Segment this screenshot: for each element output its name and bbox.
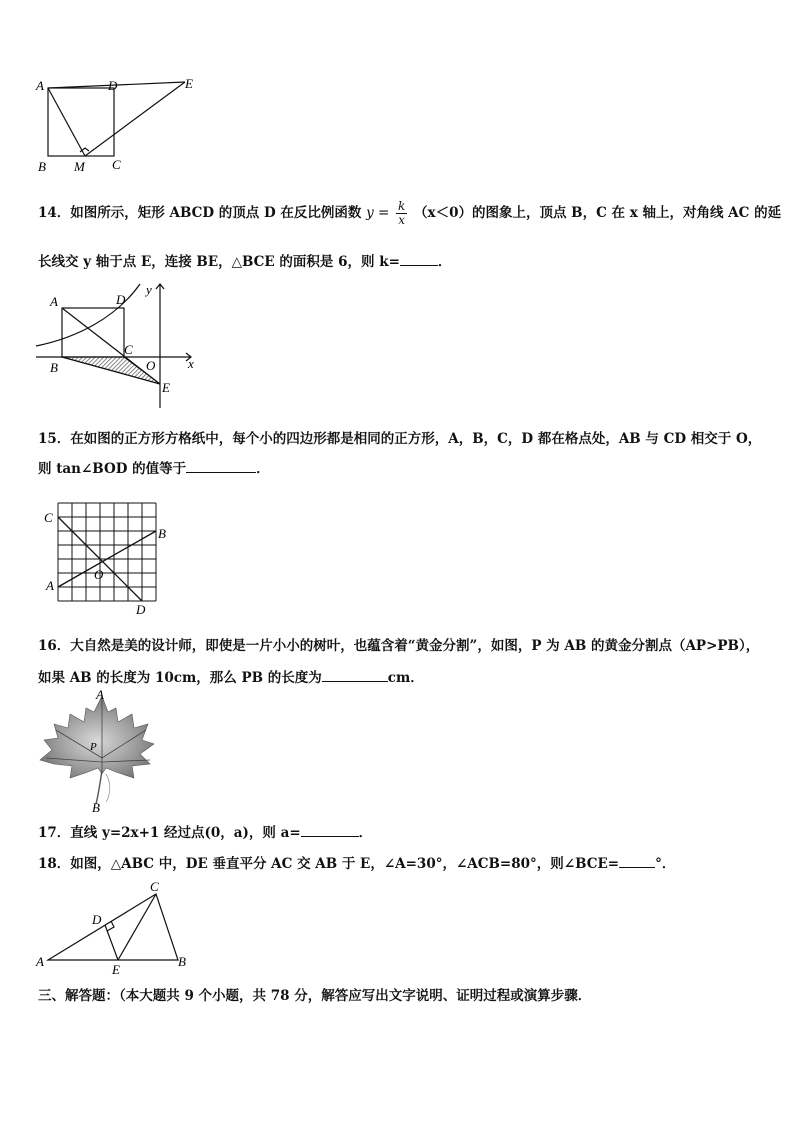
q14-fraction-numerator: k	[398, 199, 406, 213]
label-a: A	[46, 578, 54, 593]
segment-ce	[118, 894, 156, 960]
segment-em	[85, 82, 185, 156]
q16-text-b: 如果 AB 的长度为 10cm，那么 PB 的长度为	[38, 670, 322, 686]
leaf-stem	[96, 770, 102, 804]
label-d: D	[116, 292, 126, 307]
label-a: A	[36, 954, 44, 969]
label-c: C	[150, 879, 159, 894]
label-b: B	[50, 360, 58, 375]
q16-answer-blank[interactable]	[322, 669, 388, 682]
figure-q15	[40, 498, 180, 618]
figure-q18	[34, 878, 204, 978]
leaf-shape	[40, 696, 154, 778]
label-a: A	[96, 688, 104, 702]
question-16-line-1	[38, 634, 759, 654]
label-d: D	[108, 78, 118, 93]
label-b: B	[158, 526, 166, 541]
q16-unit: cm．	[387, 670, 424, 686]
q14-text-d: △BCE 的面积是 6，则 k=	[231, 254, 400, 270]
label-x: x	[188, 356, 194, 371]
q17-answer-blank[interactable]	[301, 824, 359, 837]
label-b: B	[38, 159, 46, 174]
q17-text: 17．直线 y=2x+1 经过点(0，a)，则 a=	[38, 825, 301, 841]
label-d: D	[92, 912, 102, 927]
q15-text: 15．在如图的正方形方格纸中，每个小的四边形都是相同的正方形，A，B，C，D 都在格点处，AB 与 CD 相交于 O，	[38, 431, 762, 447]
label-e: E	[162, 380, 170, 395]
label-y: y	[146, 282, 152, 297]
label-a: A	[50, 294, 58, 309]
q15-period: ．	[256, 461, 270, 477]
label-c: C	[44, 510, 53, 525]
q17-period: ．	[358, 825, 373, 841]
question-14-line-2	[38, 250, 451, 270]
q14-text-c: 长线交 y 轴于点 E，连接 BE，	[38, 254, 232, 270]
q18-answer-blank[interactable]	[619, 855, 655, 868]
grid	[58, 503, 156, 601]
label-a: A	[36, 78, 44, 93]
figure-q14	[36, 280, 206, 412]
q16-text: 16．大自然是美的设计师，即使是一片小小的树叶，也蕴含着“黄金分割”，如图，P 为 AB 的黄金分割点（AP>PB），	[38, 638, 760, 654]
q18-text: 18．如图，△ABC 中，DE 垂直平分 AC 交 AB 于 E，∠A=30°，∠ACB=80°，则∠BCE=	[38, 856, 620, 872]
label-o: O	[94, 567, 104, 582]
label-e: E	[112, 962, 120, 977]
q18-period: °．	[655, 856, 676, 872]
q14-answer-blank[interactable]	[400, 253, 438, 266]
q14-text-a: 14．如图所示，矩形 ABCD 的顶点 D 在反比例函数	[38, 205, 362, 221]
segment-am	[48, 88, 85, 156]
label-c: C	[124, 342, 133, 357]
figure-q13	[30, 74, 210, 178]
q15-answer-blank[interactable]	[186, 460, 256, 473]
q14-period: ．	[437, 254, 452, 270]
label-p: P	[90, 741, 97, 753]
segment-de	[105, 925, 118, 960]
question-14-line-1	[38, 200, 781, 227]
question-17	[38, 821, 372, 841]
q14-text-b: （x＜0）的图象上，顶点 B，C 在 x 轴上，对角线 AC 的延	[414, 205, 782, 221]
label-b: B	[92, 800, 100, 814]
question-15-line-2	[38, 457, 270, 477]
section-3-text: 三、解答题：（本大题共 9 个小题，共 78 分，解答应写出文字说明、证明过程或演算步骤．	[38, 988, 592, 1004]
label-e: E	[185, 76, 193, 91]
square-abcd	[48, 88, 114, 156]
q15-text-b: 则 tan∠BOD 的值等于	[38, 461, 187, 477]
label-o: O	[146, 358, 156, 373]
label-m: M	[74, 159, 85, 174]
label-c: C	[112, 157, 121, 172]
question-18	[38, 852, 675, 872]
q14-fraction	[396, 200, 407, 227]
figure-q16-leaf	[36, 688, 160, 814]
q14-fraction-denominator: x	[398, 213, 406, 227]
question-16-line-2	[38, 666, 424, 686]
section-3-heading	[38, 984, 591, 1004]
label-b: B	[178, 954, 186, 969]
label-d: D	[136, 602, 146, 617]
question-15-line-1	[38, 427, 761, 447]
q14-function: y =	[366, 205, 390, 221]
